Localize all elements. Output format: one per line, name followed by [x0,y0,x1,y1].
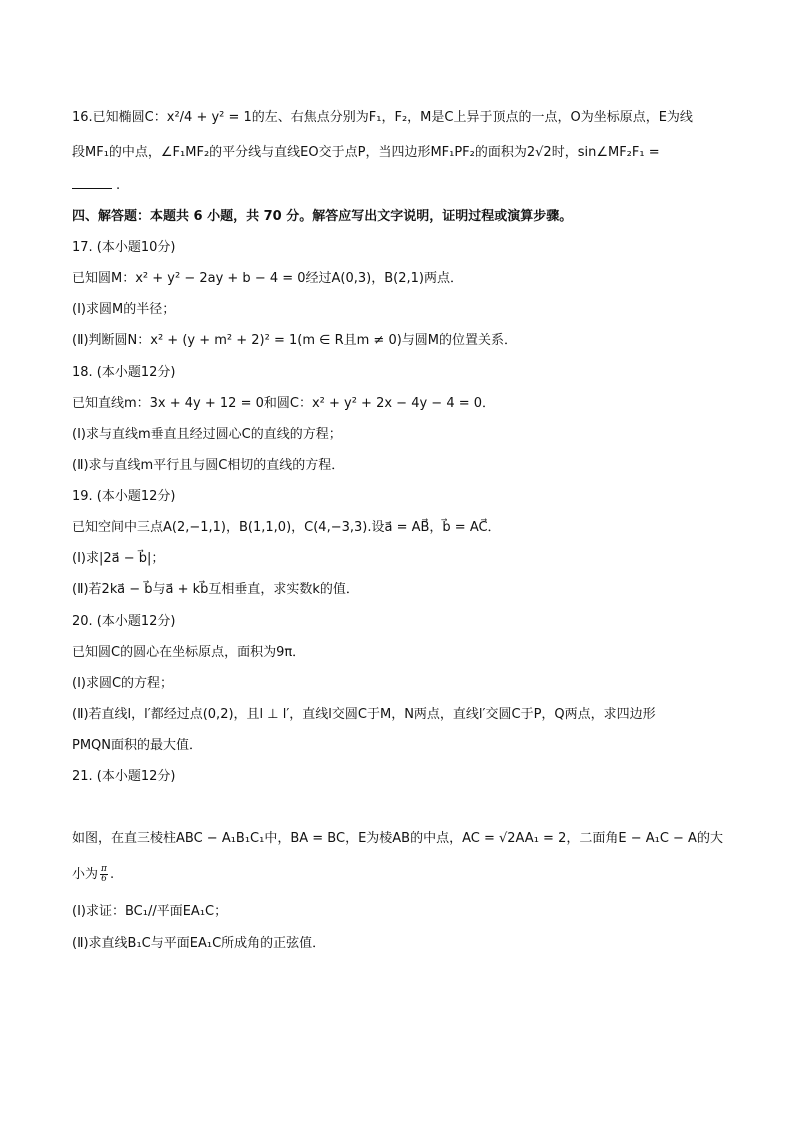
q18-title: 18. (本小题12分) [72,365,176,380]
q17-part2: (Ⅱ)判断圆N：x² + (y + m² + 2)² = 1(m ∈ R且m ≠ 0)与圆M的位置关系． [72,333,518,348]
q20-part2-line2: PMQN面积的最大值． [72,738,203,753]
q21-part2: (Ⅱ)求直线B₁C与平面EA₁C所成角的正弦值． [72,936,326,951]
q19-part2: (Ⅱ)若2ka⃗ − b⃗与a⃗ + kb⃗互相垂直，求实数k的值． [72,582,359,597]
section-heading: 四、解答题：本题共 6 小题，共 70 分。解答应写出文字说明，证明过程或演算步骤。 [72,209,573,224]
pi-over-six-fraction [100,865,108,884]
q17-stem: 已知圆M：x² + y² − 2ay + b − 4 = 0经过A(0,3)，B(2,1)两点． [72,271,463,286]
q16-line3 [72,176,734,196]
q16-line3-end: . [116,178,121,193]
answer-blank [72,188,112,189]
q20-part1: (Ⅰ)求圆C的方程； [72,676,174,691]
q21-stem-line2-suffix: . [109,867,115,882]
q16-line2: 段MF₁的中点，∠F₁MF₂的平分线与直线EO交于点P，当四边形MF₁PF₂的面积为2√2时，sin∠MF₂F₁ = [72,145,660,160]
q20-stem: 已知圆C的圆心在坐标原点，面积为9π． [72,645,306,660]
q18-stem: 已知直线m：3x + 4y + 12 = 0和圆C：x² + y² + 2x − 4y − 4 = 0． [72,396,496,411]
q17-part1: (Ⅰ)求圆M的半径； [72,302,176,317]
q19-stem: 已知空间中三点A(2,−1,1)，B(1,1,0)，C(4,−3,3).设a⃗ = AB⃗，b⃗ = AC⃗． [72,520,501,535]
q19-part1: (Ⅰ)求|2a⃗ − b⃗|； [72,551,165,566]
q18-part2: (Ⅱ)求与直线m平行且与圆C相切的直线的方程． [72,458,345,473]
q21-part1: (Ⅰ)求证：BC₁//平面EA₁C； [72,904,228,919]
q21-stem-line1: 如图，在直三棱柱ABC − A₁B₁C₁中，BA = BC，E为棱AB的中点，AC = √2AA₁ = 2，二面角E − A₁C − A的大 [72,831,723,846]
q19-title: 19. (本小题12分) [72,489,176,504]
q17-title: 17. (本小题10分) [72,240,176,255]
fraction-numerator: π [101,864,107,874]
q20-title: 20. (本小题12分) [72,614,176,629]
q21-stem-line2 [72,865,734,885]
q16-line1: 16.已知椭圆C：x²/4 + y² = 1的左、右焦点分别为F₁，F₂，M是C上异于顶点的一点，O为坐标原点，E为线 [72,110,693,125]
q21-stem-line2-prefix: 小为 [72,867,99,882]
q20-part2-line1: (Ⅱ)若直线l，l′都经过点(0,2)，且l ⊥ l′，直线l交圆C于M，N两点，直线l′交圆C于P，Q两点，求四边形 [72,707,656,722]
fraction-denominator: 6 [101,874,107,884]
q21-title: 21. (本小题12分) [72,769,176,784]
q18-part1: (Ⅰ)求与直线m垂直且经过圆心C的直线的方程； [72,427,342,442]
